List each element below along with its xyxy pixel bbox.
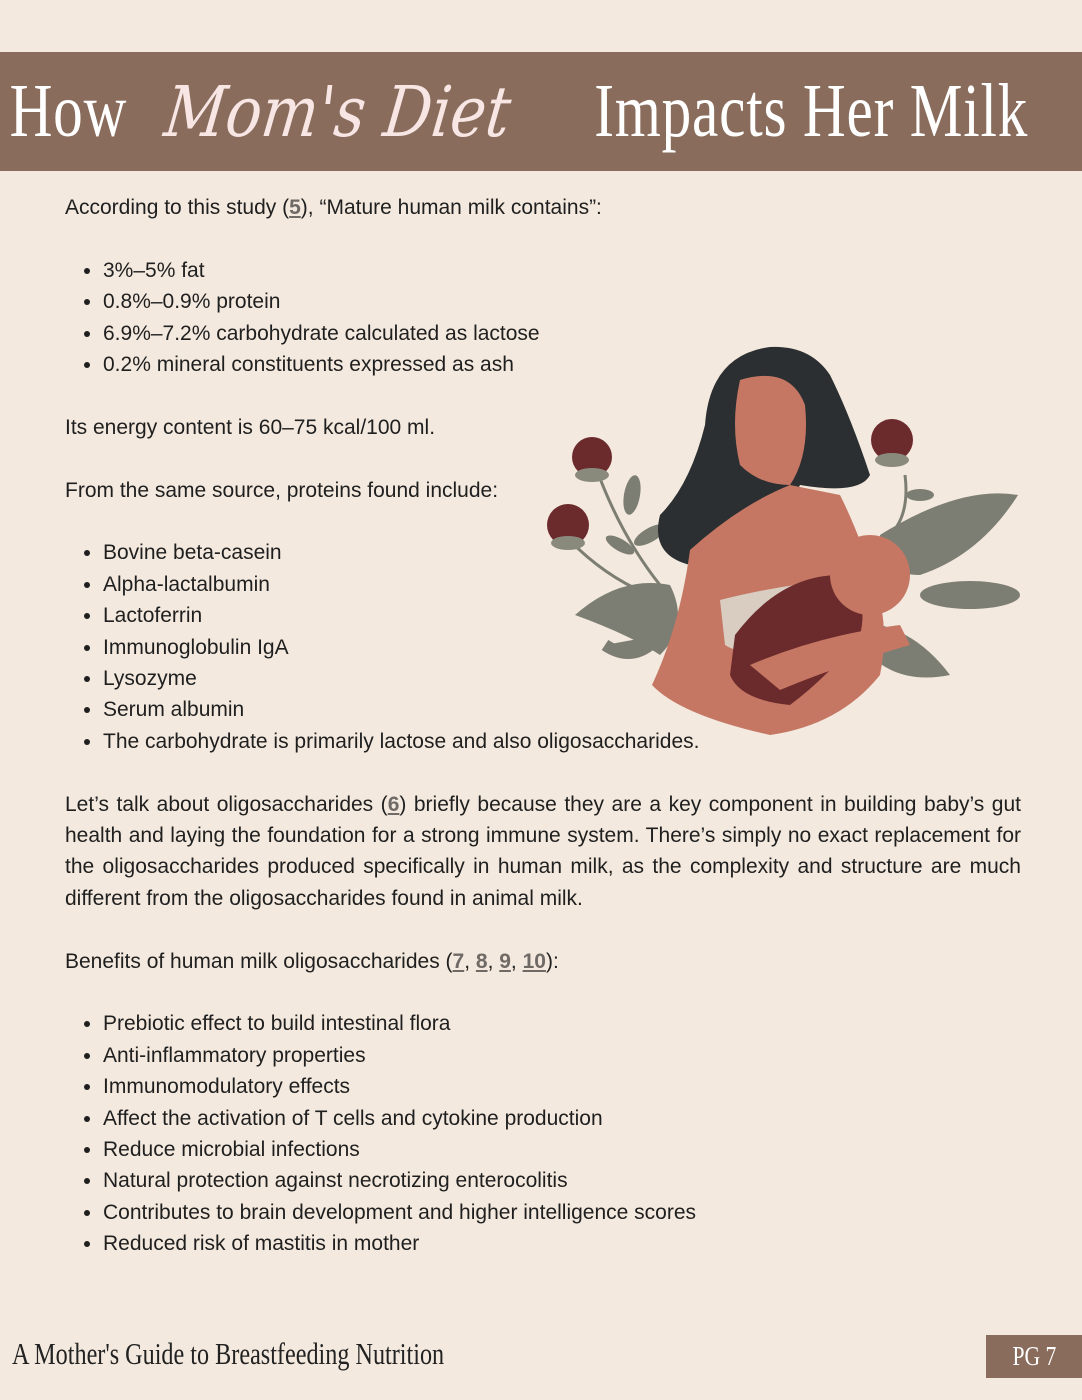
title-script: Mom's Diet xyxy=(160,70,516,153)
list-item: • Reduce microbial infections xyxy=(103,1134,1021,1165)
list-item: • Serum albumin xyxy=(103,694,1021,725)
citation-link-9[interactable]: 9 xyxy=(499,949,511,973)
citation-link-8[interactable]: 8 xyxy=(475,949,488,973)
list-item: • Affect the activation of T cells and cytokine production xyxy=(103,1103,1021,1134)
benefits-list xyxy=(65,1008,1021,1259)
proteins-intro: From the same source, proteins found include: xyxy=(65,478,499,502)
list-item: • Natural protection against necrotizing enterocolitis xyxy=(103,1165,1021,1196)
citation-link-6[interactable]: 6 xyxy=(387,792,400,816)
list-item: • The carbohydrate is primarily lactose and also oligosaccharides. xyxy=(103,726,1021,757)
benefits-intro: Benefits of human milk oligosaccharides (7, 8, 9, 10): xyxy=(65,949,559,973)
citation-link-7[interactable]: 7 xyxy=(452,949,465,973)
oligosaccharides-paragraph: Let’s talk about oligosaccharides (6) briefly because they are a key component in building baby’s gut health and laying the foundation for a strong immune system. There’s simply no exact replacement for the oligosaccharides produced specifically in human milk, as the complexity and structure are much different from the oligosaccharides found in animal milk. xyxy=(65,792,1021,910)
list-item: • Anti-inflammatory properties xyxy=(103,1040,1021,1071)
energy-paragraph: Its energy content is 60–75 kcal/100 ml. xyxy=(65,415,436,439)
list-item: • Contributes to brain development and higher intelligence scores xyxy=(103,1197,1021,1228)
page-number-badge: PG 7 xyxy=(986,1335,1082,1378)
list-item: • Lysozyme xyxy=(103,663,1021,694)
intro-paragraph: According to this study (5), “Mature human milk contains”: xyxy=(65,196,602,219)
header-band xyxy=(0,52,1082,171)
footer-title: A Mother's Guide to Breastfeeding Nutrition xyxy=(12,1336,445,1371)
list-item: • 3%–5% fat xyxy=(103,255,1021,286)
list-item: • Alpha-lactalbumin xyxy=(103,569,1021,600)
list-item: • 6.9%–7.2% carbohydrate calculated as lactose xyxy=(103,318,1021,349)
list-item: • Immunomodulatory effects xyxy=(103,1071,1021,1102)
list-item: • Prebiotic effect to build intestinal flora xyxy=(103,1008,1021,1039)
breastfeeding-mother-illustration-icon xyxy=(540,335,1030,745)
list-item: • Immunoglobulin IgA xyxy=(103,632,1021,663)
title-part2: Impacts Her Milk xyxy=(594,69,1029,153)
list-item: • Reduced risk of mastitis in mother xyxy=(103,1228,1021,1259)
list-item: • 0.8%–0.9% protein xyxy=(103,286,1021,317)
citation-link-5[interactable]: 5 xyxy=(289,196,301,219)
list-item: • 0.2% mineral constituents expressed as ash xyxy=(103,349,1021,380)
list-item: • Lactoferrin xyxy=(103,600,1021,631)
citation-link-10[interactable]: 10 xyxy=(522,949,546,973)
title-part1: How xyxy=(9,69,127,153)
list-item: • Bovine beta-casein xyxy=(103,537,1021,568)
